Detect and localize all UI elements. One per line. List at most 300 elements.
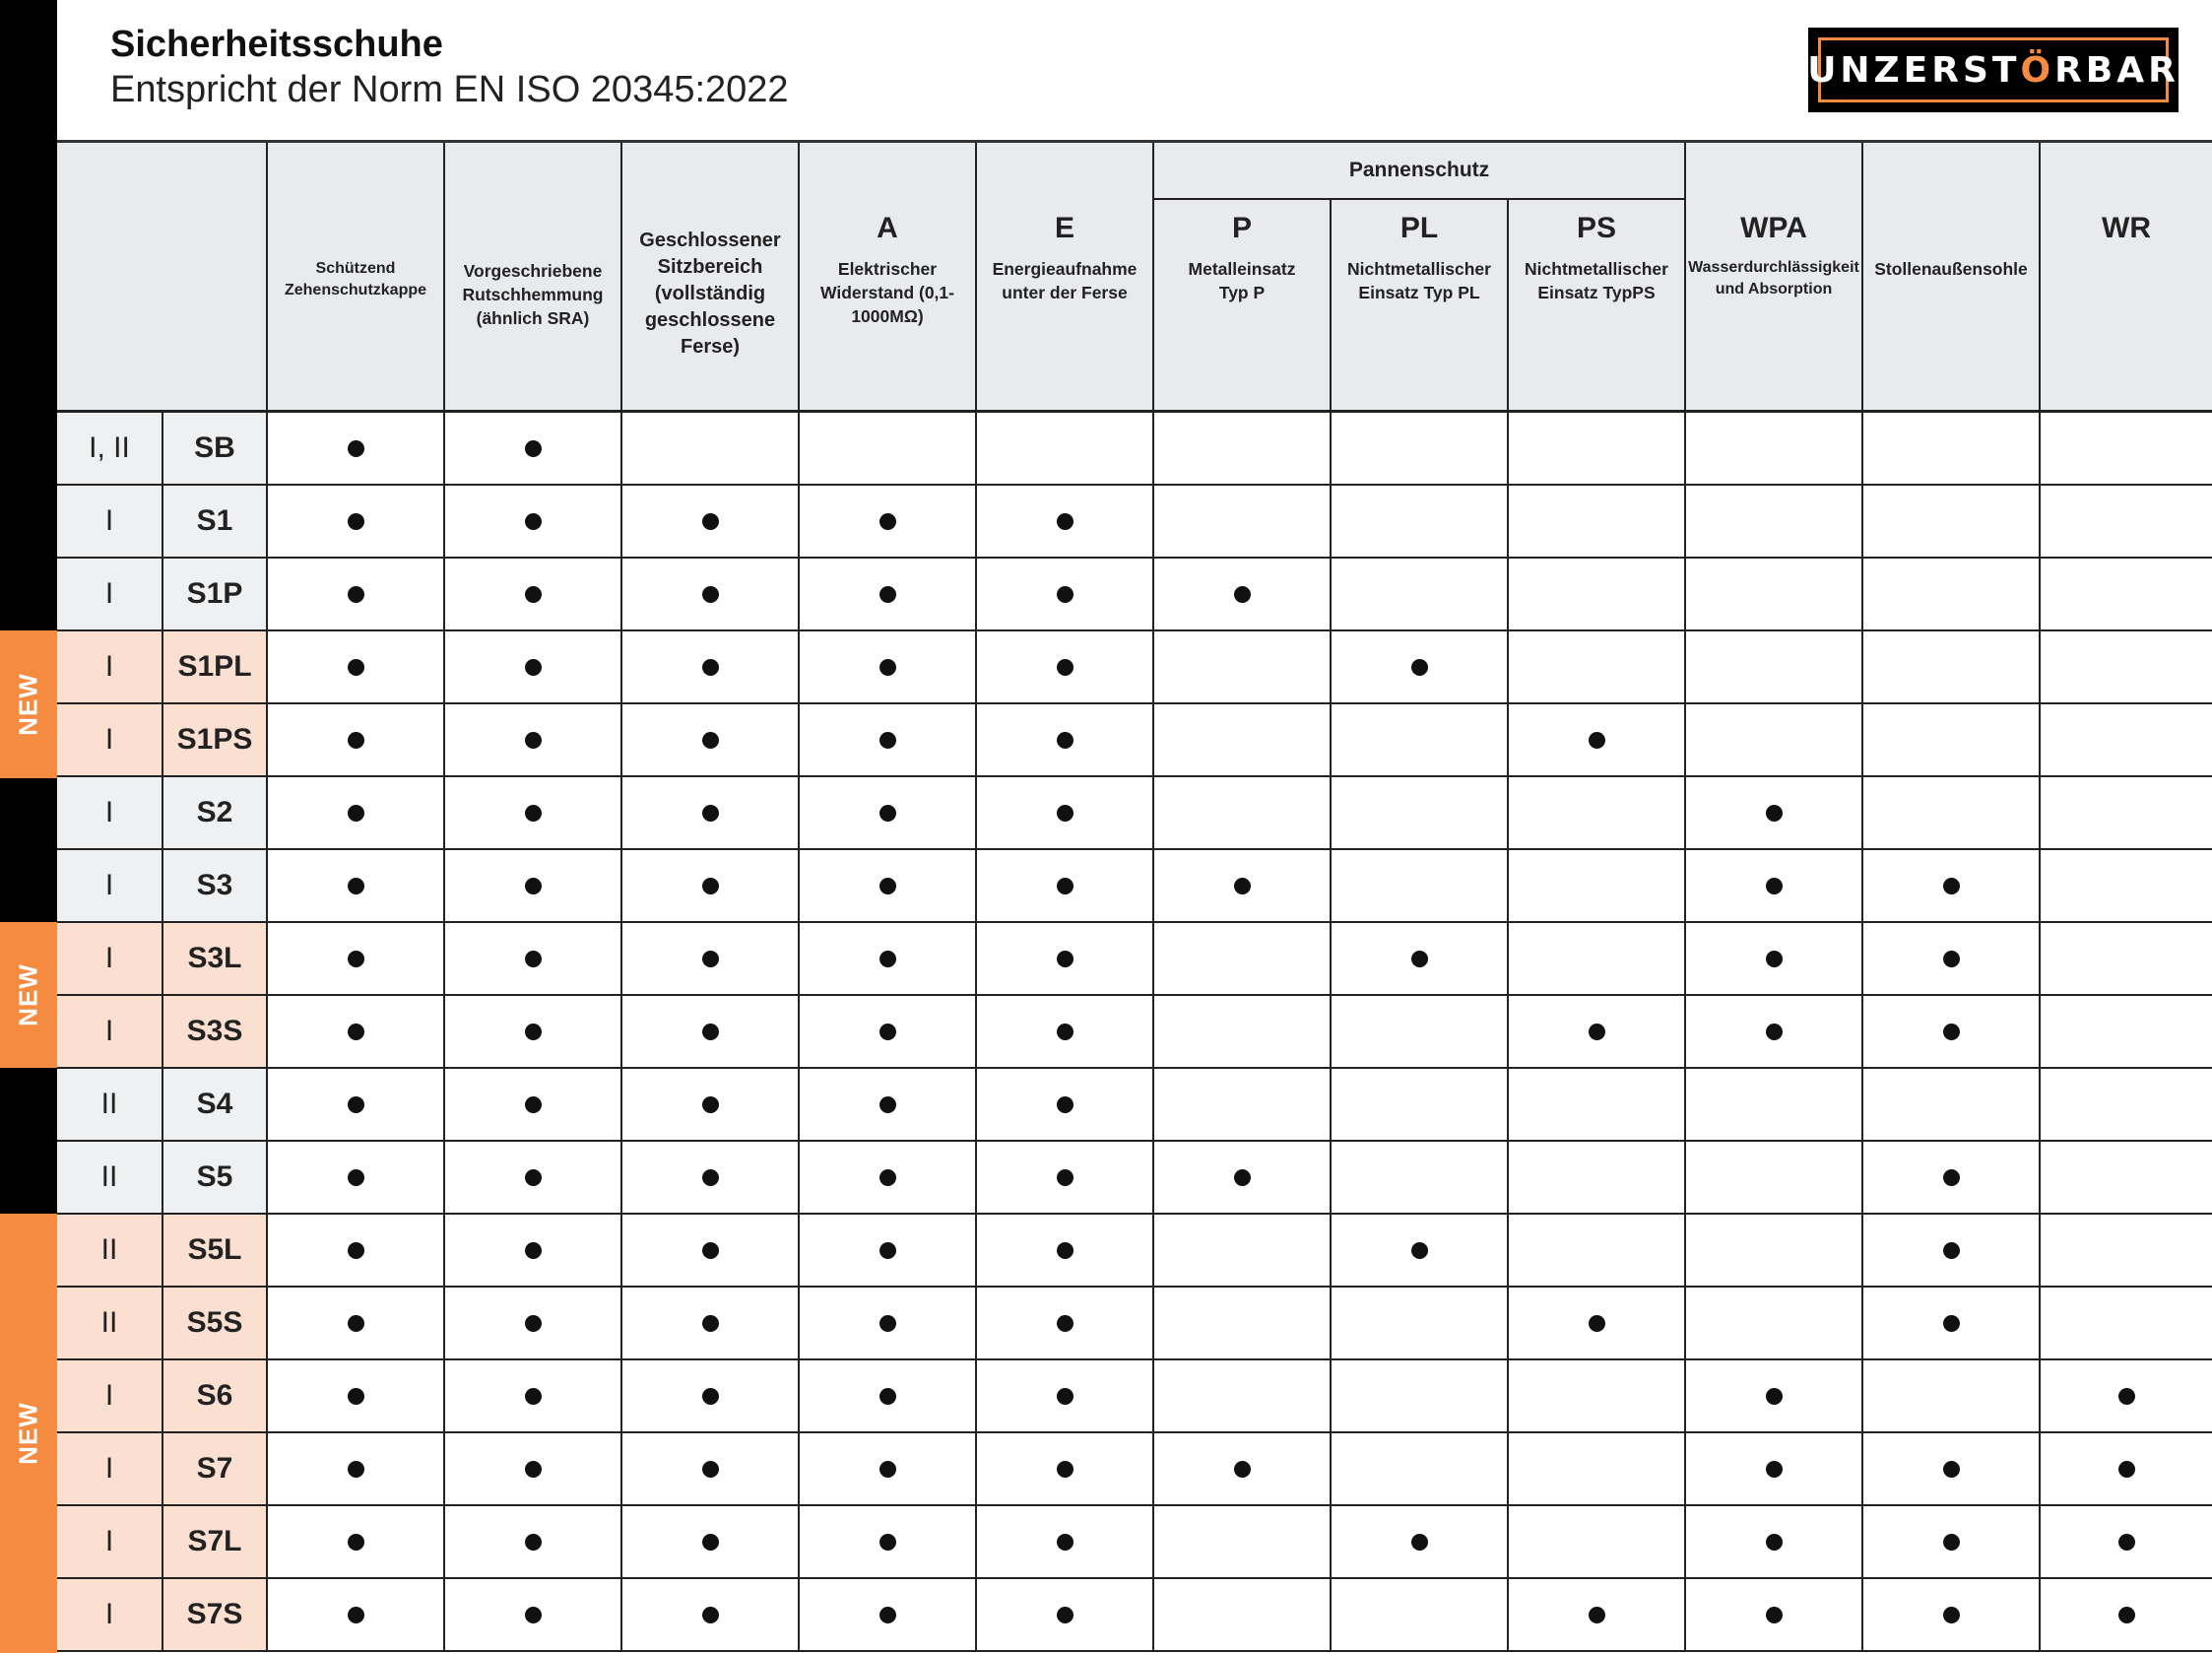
check-dot-icon	[348, 1315, 364, 1332]
row-cell	[1509, 1506, 1686, 1577]
row-cell	[1154, 559, 1332, 629]
row-code: SB	[163, 413, 268, 484]
check-dot-icon	[1057, 1242, 1073, 1259]
column-code: P	[1231, 212, 1252, 244]
row-cell	[1686, 413, 1863, 484]
check-dot-icon	[525, 1024, 542, 1040]
row-cell	[445, 777, 622, 848]
check-dot-icon	[1943, 951, 1960, 967]
check-dot-icon	[525, 440, 542, 457]
check-dot-icon	[1943, 878, 1960, 894]
row-cell	[2041, 1506, 2212, 1577]
row-cell	[2041, 1579, 2212, 1650]
row-cell	[1686, 923, 1863, 994]
row-cell	[1154, 1360, 1332, 1431]
row-cell	[1686, 1069, 1863, 1140]
row-cell	[268, 413, 445, 484]
row-cell	[1686, 1215, 1863, 1286]
check-dot-icon	[348, 586, 364, 603]
row-cell	[445, 996, 622, 1067]
row-cell	[622, 1579, 800, 1650]
row-cell	[622, 1360, 800, 1431]
check-dot-icon	[525, 1242, 542, 1259]
row-cell	[2041, 1433, 2212, 1504]
row-cell	[1686, 1579, 1863, 1650]
row-cell	[1332, 486, 1509, 557]
new-band	[0, 1214, 57, 1653]
check-dot-icon	[525, 1169, 542, 1186]
row-cell	[2041, 850, 2212, 921]
check-dot-icon	[1057, 805, 1073, 822]
row-cell	[622, 486, 800, 557]
check-dot-icon	[348, 659, 364, 676]
check-dot-icon	[702, 1388, 719, 1405]
row-cell	[445, 850, 622, 921]
check-dot-icon	[702, 878, 719, 894]
check-dot-icon	[1057, 1315, 1073, 1332]
new-band	[0, 630, 57, 778]
row-cell	[622, 631, 800, 702]
page-subtitle: Entspricht der Norm EN ISO 20345:2022	[110, 69, 789, 110]
check-dot-icon	[348, 1607, 364, 1623]
row-cell	[622, 1215, 800, 1286]
check-dot-icon	[879, 1388, 896, 1405]
table-row	[57, 1360, 2212, 1433]
row-cell	[1154, 486, 1332, 557]
check-dot-icon	[1766, 878, 1783, 894]
check-dot-icon	[1766, 1024, 1783, 1040]
row-cell	[268, 1288, 445, 1358]
check-dot-icon	[525, 1315, 542, 1332]
check-dot-icon	[879, 805, 896, 822]
row-cell	[1863, 996, 2041, 1067]
row-cell	[445, 1433, 622, 1504]
row-cell	[1509, 704, 1686, 775]
check-dot-icon	[1943, 1024, 1960, 1040]
row-cell	[977, 559, 1154, 629]
row-code: S1	[163, 486, 268, 557]
row-cell	[1154, 1579, 1332, 1650]
check-dot-icon	[1057, 951, 1073, 967]
row-cell	[2041, 413, 2212, 484]
row-cell	[800, 1215, 977, 1286]
row-cell	[622, 1433, 800, 1504]
check-dot-icon	[525, 1388, 542, 1405]
row-cell	[977, 1215, 1154, 1286]
row-cell	[1332, 996, 1509, 1067]
row-category: I	[57, 1360, 163, 1431]
row-cell	[1154, 996, 1332, 1067]
row-cell	[1154, 413, 1332, 484]
check-dot-icon	[702, 951, 719, 967]
check-dot-icon	[1589, 1315, 1605, 1332]
row-cell	[1509, 1069, 1686, 1140]
row-cell	[1154, 1215, 1332, 1286]
row-cell	[1332, 1288, 1509, 1358]
table-row	[57, 1433, 2212, 1506]
table-row	[57, 1506, 2212, 1579]
row-cell	[268, 850, 445, 921]
check-dot-icon	[348, 1096, 364, 1113]
row-cell	[977, 850, 1154, 921]
row-cell	[800, 559, 977, 629]
row-code: S7S	[163, 1579, 268, 1650]
check-dot-icon	[702, 1607, 719, 1623]
row-category: II	[57, 1142, 163, 1213]
row-cell	[2041, 486, 2212, 557]
page-title: Sicherheitsschuhe	[110, 24, 443, 65]
row-cell	[1154, 850, 1332, 921]
check-dot-icon	[525, 586, 542, 603]
row-cell	[1863, 1579, 2041, 1650]
check-dot-icon	[1943, 1169, 1960, 1186]
column-header-slip	[445, 143, 622, 410]
row-category: I	[57, 559, 163, 629]
row-cell	[1154, 704, 1332, 775]
row-cell	[622, 996, 800, 1067]
row-cell	[2041, 923, 2212, 994]
row-cell	[1154, 923, 1332, 994]
row-category: I	[57, 1506, 163, 1577]
row-cell	[1686, 486, 1863, 557]
row-cell	[1509, 1142, 1686, 1213]
row-cell	[1332, 1433, 1509, 1504]
row-cell	[800, 1142, 977, 1213]
row-cell	[445, 559, 622, 629]
logo-accent: Ö	[2020, 49, 2055, 91]
row-cell	[445, 631, 622, 702]
row-cell	[800, 1360, 977, 1431]
row-category: I	[57, 1579, 163, 1650]
row-cell	[1154, 1142, 1332, 1213]
row-cell	[800, 850, 977, 921]
row-category: I, II	[57, 413, 163, 484]
table-row	[57, 1579, 2212, 1652]
check-dot-icon	[1057, 1096, 1073, 1113]
row-cell	[800, 631, 977, 702]
column-header-seat	[622, 143, 800, 410]
row-cell	[977, 1579, 1154, 1650]
row-cell	[977, 1142, 1154, 1213]
column-label: Nichtmetallischer Einsatz Typ PL	[1347, 259, 1491, 302]
check-dot-icon	[348, 732, 364, 749]
check-dot-icon	[702, 1461, 719, 1478]
check-dot-icon	[1057, 586, 1073, 603]
column-code: WR	[2102, 212, 2151, 244]
row-cell	[1332, 1215, 1509, 1286]
column-header-e	[977, 143, 1154, 410]
row-cell	[2041, 1288, 2212, 1358]
row-cell	[977, 1433, 1154, 1504]
row-cell	[1863, 777, 2041, 848]
check-dot-icon	[1411, 1242, 1428, 1259]
check-dot-icon	[525, 951, 542, 967]
row-code: S3L	[163, 923, 268, 994]
column-code: PS	[1576, 212, 1617, 244]
table-row	[57, 1215, 2212, 1288]
column-code: A	[877, 212, 898, 244]
row-cell	[1686, 1506, 1863, 1577]
row-code: S7L	[163, 1506, 268, 1577]
column-header-pl	[1332, 200, 1509, 410]
row-cell	[977, 704, 1154, 775]
row-category: II	[57, 1215, 163, 1286]
row-cell	[268, 559, 445, 629]
row-code: S3	[163, 850, 268, 921]
row-cell	[977, 1360, 1154, 1431]
row-cell	[2041, 704, 2212, 775]
column-label: Wasserdurchlässigkeit und Absorption	[1688, 259, 1859, 298]
check-dot-icon	[1943, 1242, 1960, 1259]
row-cell	[1509, 777, 1686, 848]
row-cell	[445, 413, 622, 484]
column-label: Elektrischer Widerstand (0,1-1000MΩ)	[820, 259, 954, 326]
check-dot-icon	[1766, 1461, 1783, 1478]
check-dot-icon	[525, 1096, 542, 1113]
check-dot-icon	[525, 513, 542, 530]
row-cell	[1509, 486, 1686, 557]
row-cell	[1509, 559, 1686, 629]
row-cell	[977, 777, 1154, 848]
row-cell	[1509, 1360, 1686, 1431]
row-cell	[622, 1288, 800, 1358]
row-cell	[1154, 1506, 1332, 1577]
row-cell	[1332, 923, 1509, 994]
table-row	[57, 777, 2212, 850]
row-cell	[800, 777, 977, 848]
check-dot-icon	[1943, 1607, 1960, 1623]
row-cell	[1509, 850, 1686, 921]
row-cell	[1863, 923, 2041, 994]
row-category: I	[57, 631, 163, 702]
check-dot-icon	[348, 440, 364, 457]
check-dot-icon	[702, 1534, 719, 1551]
check-dot-icon	[879, 586, 896, 603]
table-row	[57, 486, 2212, 559]
check-dot-icon	[525, 659, 542, 676]
row-code: S4	[163, 1069, 268, 1140]
check-dot-icon	[879, 1169, 896, 1186]
check-dot-icon	[2118, 1607, 2135, 1623]
row-code: S2	[163, 777, 268, 848]
column-header-p	[1154, 200, 1332, 410]
row-cell	[977, 1506, 1154, 1577]
row-cell	[622, 777, 800, 848]
column-label: Metalleinsatz Typ P	[1188, 259, 1296, 302]
check-dot-icon	[1057, 659, 1073, 676]
row-cell	[622, 923, 800, 994]
row-cell	[268, 1433, 445, 1504]
row-cell	[622, 413, 800, 484]
row-cell	[1863, 1069, 2041, 1140]
check-dot-icon	[1057, 1607, 1073, 1623]
check-dot-icon	[1057, 513, 1073, 530]
check-dot-icon	[1234, 586, 1251, 603]
check-dot-icon	[525, 805, 542, 822]
check-dot-icon	[348, 1242, 364, 1259]
row-cell	[800, 486, 977, 557]
row-cell	[445, 1215, 622, 1286]
table-row	[57, 1288, 2212, 1360]
row-cell	[1332, 1506, 1509, 1577]
row-cell	[268, 923, 445, 994]
row-cell	[800, 1433, 977, 1504]
row-cell	[1509, 1288, 1686, 1358]
check-dot-icon	[348, 1388, 364, 1405]
check-dot-icon	[702, 1315, 719, 1332]
check-dot-icon	[1057, 1388, 1073, 1405]
check-dot-icon	[1234, 1169, 1251, 1186]
check-dot-icon	[879, 1315, 896, 1332]
row-cell	[445, 486, 622, 557]
row-category: I	[57, 1433, 163, 1504]
row-cell	[445, 1506, 622, 1577]
logo-part1: UNZERST	[1807, 49, 2021, 91]
column-header-wr	[2041, 143, 2212, 410]
row-cell	[445, 1579, 622, 1650]
row-cell	[1509, 413, 1686, 484]
row-code: S3S	[163, 996, 268, 1067]
row-cell	[1863, 486, 2041, 557]
header-corner	[57, 143, 268, 410]
row-cell	[2041, 1360, 2212, 1431]
column-label: Schützend Zehenschutzkappe	[284, 260, 427, 298]
row-cell	[1332, 631, 1509, 702]
row-cell	[622, 1506, 800, 1577]
row-cell	[268, 1215, 445, 1286]
row-cell	[1332, 559, 1509, 629]
row-cell	[2041, 1142, 2212, 1213]
row-code: S5L	[163, 1215, 268, 1286]
check-dot-icon	[525, 878, 542, 894]
table-row	[57, 1142, 2212, 1215]
check-dot-icon	[525, 1461, 542, 1478]
row-cell	[1332, 704, 1509, 775]
row-cell	[1332, 850, 1509, 921]
logo-part2: RBAR	[2054, 49, 2179, 91]
row-cell	[1686, 559, 1863, 629]
row-category: I	[57, 996, 163, 1067]
row-cell	[800, 413, 977, 484]
table-row	[57, 413, 2212, 486]
row-cell	[268, 996, 445, 1067]
check-dot-icon	[879, 1461, 896, 1478]
new-band	[0, 922, 57, 1068]
check-dot-icon	[525, 1534, 542, 1551]
row-cell	[977, 631, 1154, 702]
check-dot-icon	[702, 1024, 719, 1040]
group-header-pannenschutz: Pannenschutz	[1154, 143, 1686, 200]
row-cell	[1863, 559, 2041, 629]
check-dot-icon	[2118, 1388, 2135, 1405]
row-code: S1PL	[163, 631, 268, 702]
row-cell	[1686, 850, 1863, 921]
row-cell	[622, 1069, 800, 1140]
row-cell	[1686, 704, 1863, 775]
row-cell	[977, 923, 1154, 994]
row-cell	[1154, 777, 1332, 848]
row-cell	[445, 704, 622, 775]
row-cell	[268, 486, 445, 557]
check-dot-icon	[2118, 1534, 2135, 1551]
check-dot-icon	[348, 1169, 364, 1186]
row-cell	[977, 996, 1154, 1067]
check-dot-icon	[1234, 878, 1251, 894]
new-label: NEW	[13, 673, 43, 736]
check-dot-icon	[879, 1534, 896, 1551]
check-dot-icon	[702, 1242, 719, 1259]
row-cell	[800, 704, 977, 775]
row-cell	[1332, 1579, 1509, 1650]
check-dot-icon	[1057, 1461, 1073, 1478]
check-dot-icon	[1057, 732, 1073, 749]
row-cell	[2041, 777, 2212, 848]
check-dot-icon	[879, 878, 896, 894]
check-dot-icon	[525, 732, 542, 749]
check-dot-icon	[879, 1024, 896, 1040]
check-dot-icon	[348, 1534, 364, 1551]
check-dot-icon	[702, 659, 719, 676]
row-cell	[1509, 923, 1686, 994]
check-dot-icon	[879, 1242, 896, 1259]
column-header-wpa	[1686, 143, 1863, 410]
check-dot-icon	[348, 805, 364, 822]
check-dot-icon	[1766, 1607, 1783, 1623]
check-dot-icon	[1411, 659, 1428, 676]
row-cell	[977, 486, 1154, 557]
row-cell	[1686, 1142, 1863, 1213]
check-dot-icon	[1943, 1461, 1960, 1478]
column-label: Vorgeschriebene Rutschhemmung (ähnlich SRA)	[462, 261, 604, 328]
check-dot-icon	[348, 878, 364, 894]
check-dot-icon	[348, 513, 364, 530]
row-cell	[800, 1506, 977, 1577]
row-cell	[800, 1288, 977, 1358]
column-header-a	[800, 143, 977, 410]
column-code: WPA	[1740, 212, 1807, 244]
row-code: S5	[163, 1142, 268, 1213]
row-cell	[1332, 1360, 1509, 1431]
row-category: II	[57, 1288, 163, 1358]
row-cell	[1686, 1433, 1863, 1504]
column-label: Nichtmetallischer Einsatz TypPS	[1525, 259, 1668, 302]
check-dot-icon	[702, 732, 719, 749]
row-cell	[1863, 1506, 2041, 1577]
row-cell	[445, 1288, 622, 1358]
row-cell	[1509, 1215, 1686, 1286]
row-cell	[268, 1360, 445, 1431]
check-dot-icon	[879, 951, 896, 967]
row-cell	[800, 996, 977, 1067]
row-cell	[1686, 631, 1863, 702]
row-cell	[268, 1069, 445, 1140]
row-code: S1P	[163, 559, 268, 629]
column-header-cleats	[1863, 143, 2041, 410]
check-dot-icon	[348, 1461, 364, 1478]
table-row	[57, 850, 2212, 923]
row-cell	[268, 704, 445, 775]
check-dot-icon	[702, 586, 719, 603]
column-label: Stollenaußensohle	[1874, 259, 2028, 279]
row-code: S6	[163, 1360, 268, 1431]
row-cell	[1863, 850, 2041, 921]
check-dot-icon	[348, 1024, 364, 1040]
row-cell	[1154, 1433, 1332, 1504]
row-category: I	[57, 777, 163, 848]
row-cell	[800, 1069, 977, 1140]
row-category: II	[57, 1069, 163, 1140]
row-cell	[1686, 777, 1863, 848]
